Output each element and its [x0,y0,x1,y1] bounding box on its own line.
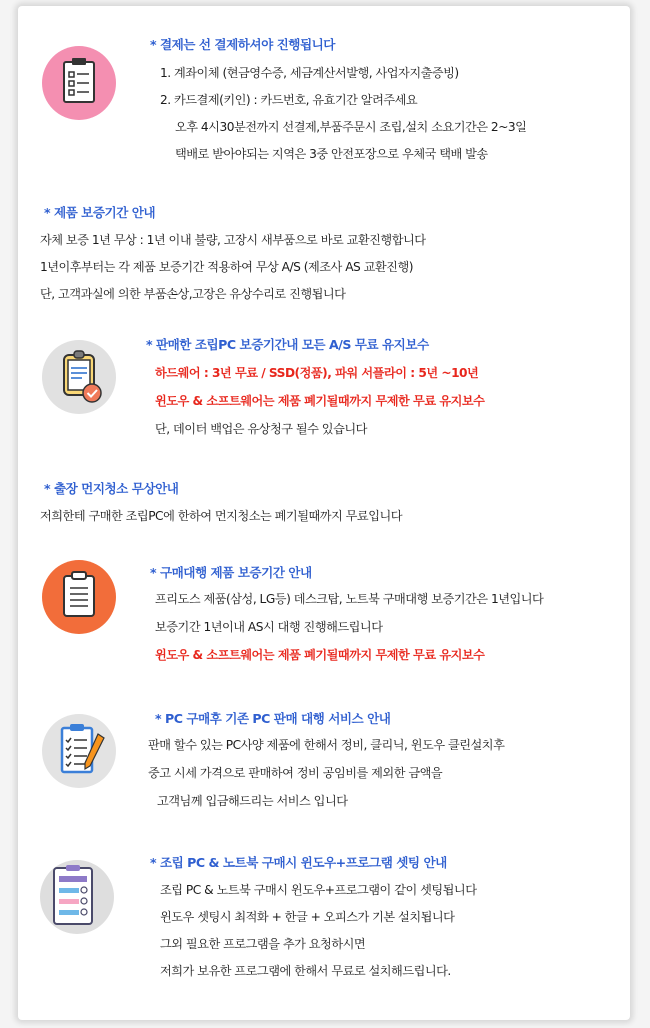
setup-line: 윈도우 셋팅시 최적화 + 한글 + 오피스가 기본 설치됩니다 [160,910,455,924]
resale-service-line: 중고 시세 가격으로 판매하여 정비 공임비를 제외한 금액을 [148,766,443,780]
section-heading: * 제품 보증기간 안내 [44,205,156,220]
hardware-warranty-line: 하드웨어 : 3년 무료 / SSD(정품), 파워 서플라이 : 5년 ~10년 [155,366,479,380]
warranty-line: 1년이후부터는 각 제품 보증기간 적용하여 무상 A/S (제조사 AS 교환진행) [40,260,413,274]
proxy-warranty-line: 프리도스 제품(삼성, LG등) 데스크탑, 노트북 구매대행 보증기간은 1년입니다 [155,592,544,606]
backup-notice-line: 단, 데이터 백업은 유상청구 될수 있습니다 [155,422,367,436]
software-support-line: 윈도우 & 소프트웨어는 제품 폐기될때까지 무제한 무료 유지보수 [155,394,485,408]
resale-service-line: 판매 할수 있는 PC사양 제품에 한해서 정비, 클리닉, 윈도우 클린설치후 [148,738,505,752]
checklist-clipboard-icon [42,46,116,120]
section-heading: * 출장 먼지청소 무상안내 [44,481,179,496]
payment-line: 택배로 받아야되는 지역은 3중 안전포장으로 우체국 택배 발송 [175,147,488,161]
setup-line: 저희가 보유한 프로그램에 한해서 무료로 설치해드립니다. [160,964,451,978]
payment-line: 1. 계좌이체 (현금영수증, 세금계산서발행, 사업자지출증빙) [160,66,459,80]
warranty-line: 자체 보증 1년 무상 : 1년 이내 불량, 고장시 새부품으로 바로 교환진행합니다 [40,233,426,247]
section-heading: * PC 구매후 기존 PC 판매 대행 서비스 안내 [155,711,391,726]
clipboard-check-badge-icon [42,340,116,414]
cleaning-line: 저희한테 구매한 조립PC에 한하여 먼지청소는 폐기될때까지 무료입니다 [40,509,403,523]
section-heading: * 판매한 조립PC 보증기간내 모든 A/S 무료 유지보수 [146,337,429,352]
section-heading: * 조립 PC & 노트북 구매시 윈도우+프로그램 셋팅 안내 [150,855,447,870]
section-heading: * 구매대행 제품 보증기간 안내 [150,565,312,580]
setup-line: 조립 PC & 노트북 구매시 윈도우+프로그램이 같이 셋팅됩니다 [160,883,477,897]
resale-service-line: 고객님께 입금해드리는 서비스 입니다 [157,794,348,808]
proxy-warranty-line: 보증기간 1년이내 AS시 대행 진행해드립니다 [155,620,383,634]
software-support-line: 윈도우 & 소프트웨어는 제품 폐기될때까지 무제한 무료 유지보수 [155,648,485,662]
section-heading: * 결제는 선 결제하셔야 진행됩니다 [150,37,335,52]
document-form-icon [40,860,114,934]
warranty-line: 단, 고객과실에 의한 부품손상,고장은 유상수리로 진행됩니다 [40,287,346,301]
checklist-pencil-icon [42,714,116,788]
clipboard-lines-icon [42,560,116,634]
payment-line: 오후 4시30분전까지 선결제,부품주문시 조립,설치 소요기간은 2~3일 [175,120,527,134]
payment-line: 2. 카드결제(키인) : 카드번호, 유효기간 알려주세요 [160,93,418,107]
setup-line: 그외 필요한 프로그램을 추가 요청하시면 [160,937,366,951]
